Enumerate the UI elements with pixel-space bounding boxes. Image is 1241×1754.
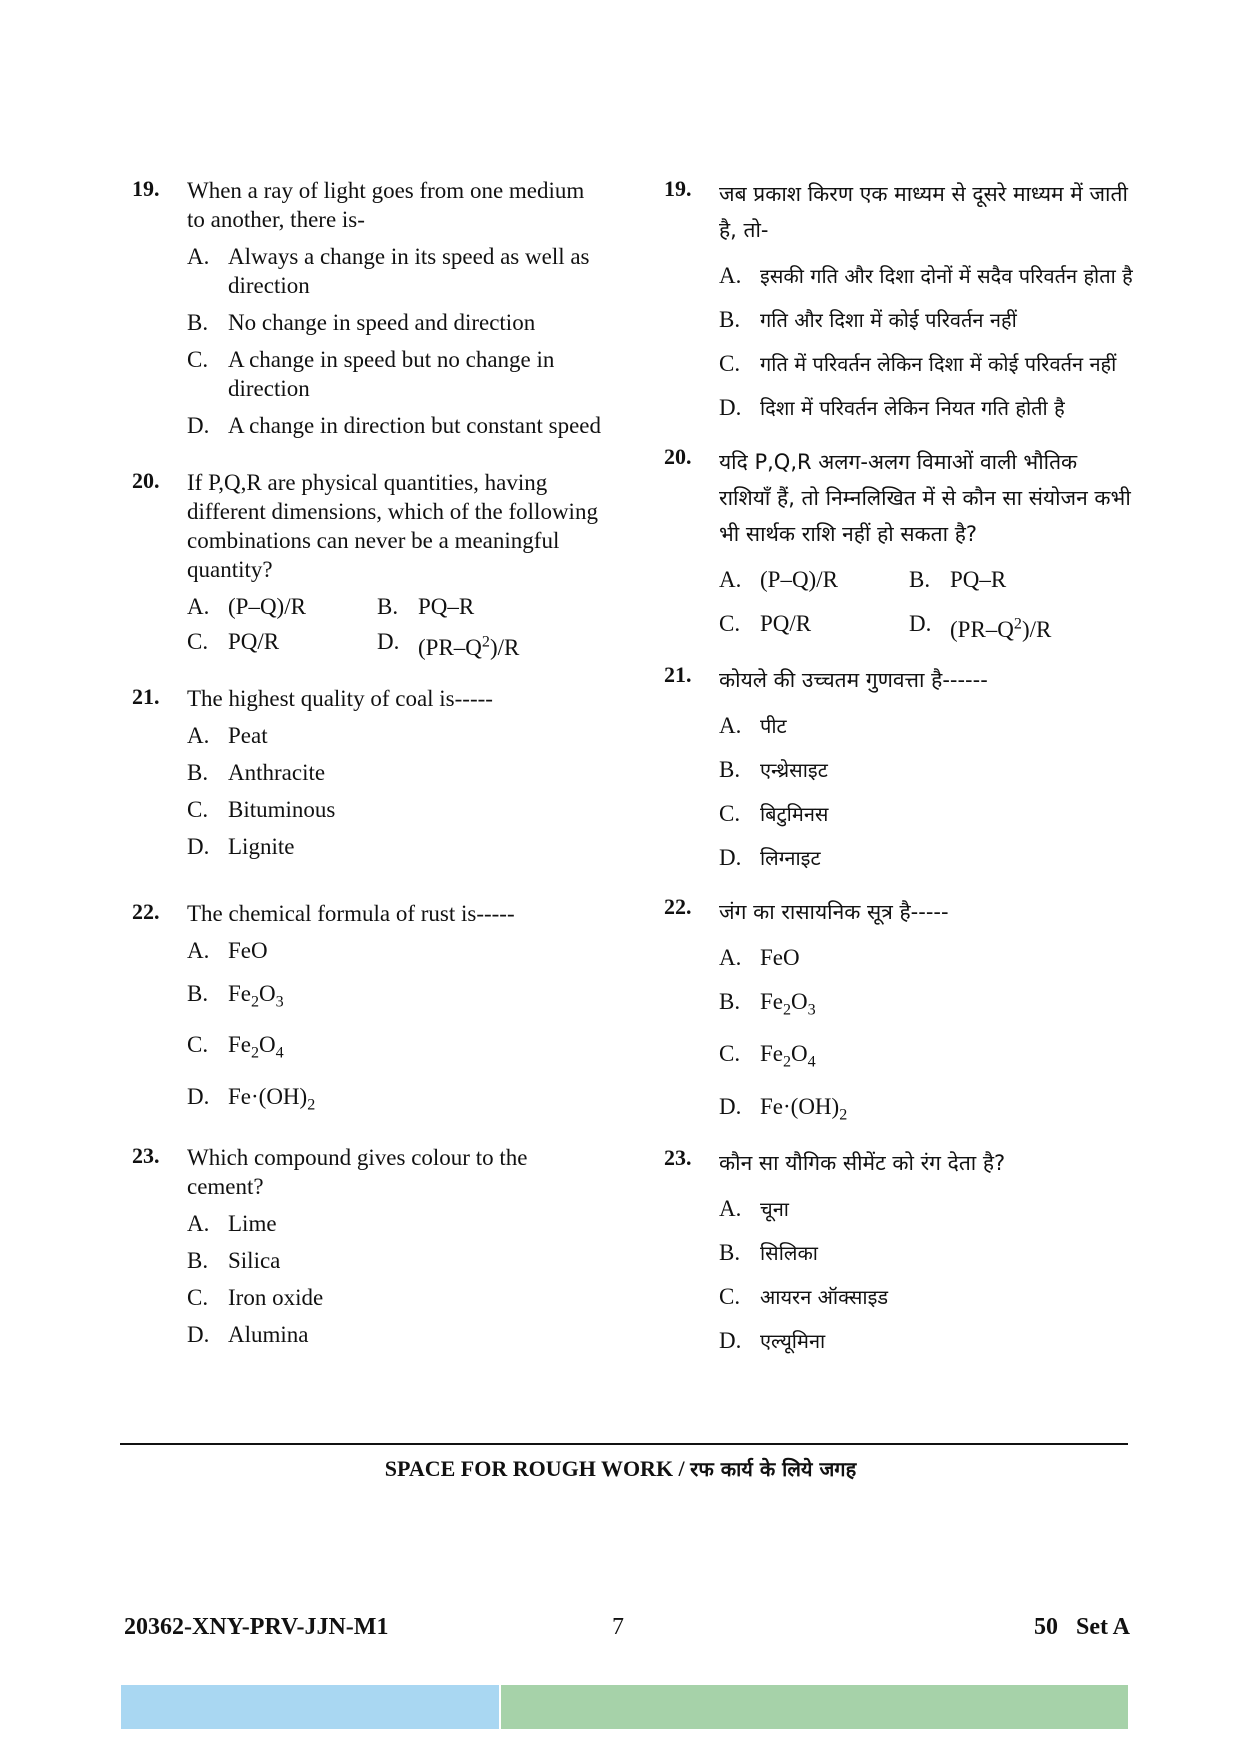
formula-sub: 2	[307, 1096, 316, 1114]
formula-part: O	[791, 1041, 808, 1067]
divider-rule	[120, 1443, 1128, 1445]
question-number: 22.	[132, 898, 160, 924]
formula-part: Fe	[760, 988, 783, 1014]
option-label: B.	[719, 988, 741, 1014]
option-label: A.	[719, 712, 742, 738]
option-label: A.	[187, 244, 210, 269]
question-19-hi	[664, 176, 1134, 426]
question-stem: The highest quality of coal is-----	[187, 685, 493, 711]
formula-part: O	[259, 980, 276, 1006]
option-text: Bituminous	[228, 796, 336, 822]
formula-sub: 2	[839, 1106, 848, 1124]
option-c	[719, 796, 1134, 832]
option-label: C.	[719, 800, 741, 826]
english-column	[132, 176, 602, 1357]
option-d	[719, 1089, 1134, 1134]
formula-sub: 2	[251, 993, 260, 1011]
option-a	[719, 562, 909, 598]
option-label: A.	[187, 594, 210, 619]
option-label: C.	[187, 347, 209, 372]
option-label: B.	[187, 1248, 209, 1274]
question-stem: कोयले की उच्चतम गुणवत्ता है------	[719, 667, 988, 692]
option-label: C.	[719, 351, 741, 376]
option-d	[719, 390, 1134, 426]
option-text: Always a change in its speed as well as direction	[228, 244, 590, 298]
option-formula	[228, 980, 284, 1011]
formula-sub: 3	[275, 993, 284, 1011]
option-label: C.	[187, 1032, 209, 1058]
option-a	[187, 1209, 602, 1238]
option-label: C.	[719, 611, 741, 636]
option-text: लिग्नाइट	[760, 845, 821, 870]
question-21-en	[132, 684, 602, 861]
option-a	[719, 258, 1134, 294]
formula-part: Fe·(OH)	[760, 1093, 840, 1119]
formula-part: Fe·(OH)	[228, 1083, 308, 1109]
option-b	[187, 1246, 602, 1275]
paper-code: 20362-XNY-PRV-JJN-M1	[124, 1614, 389, 1640]
option-label: D.	[187, 1083, 210, 1109]
formula-sub: 2	[783, 1053, 792, 1071]
option-text: PQ–R	[950, 567, 1007, 592]
option-text: No change in speed and direction	[228, 310, 536, 335]
formula-sub: 4	[275, 1044, 284, 1062]
option-d	[187, 832, 602, 861]
question-stem: If P,Q,R are physical quantities, having different dimensions, which of the following combinations can never be a meaningful quantity?	[187, 470, 598, 582]
option-d	[719, 1323, 1134, 1359]
option-text: A change in direction but constant speed	[228, 413, 602, 438]
option-text: गति में परिवर्तन लेकिन दिशा में कोई परिवर्तन नहीं	[760, 352, 1117, 376]
option-c	[719, 1279, 1134, 1315]
option-text: PQ/R	[228, 629, 280, 654]
question-20-hi	[664, 444, 1134, 656]
option-text: A change in speed but no change in direction	[228, 347, 555, 401]
option-text: FeO	[228, 937, 268, 963]
option-c	[187, 795, 602, 824]
option-formula	[760, 988, 816, 1019]
question-20-en	[132, 468, 602, 668]
option-text: Lignite	[228, 833, 295, 859]
option-text: बिटुमिनस	[760, 801, 829, 826]
question-21-hi	[664, 662, 1134, 876]
option-label: D.	[719, 1093, 742, 1119]
question-number: 23.	[132, 1143, 160, 1169]
question-23-en	[132, 1143, 602, 1349]
option-text: FeO	[760, 944, 800, 970]
option-text: PQ–R	[418, 594, 475, 619]
formula-part: Fe	[760, 1041, 783, 1067]
option-a	[187, 721, 602, 750]
option-c	[187, 1030, 602, 1068]
option-label: A.	[719, 1196, 742, 1222]
option-text: Peat	[228, 722, 268, 748]
option-b	[187, 308, 602, 337]
option-d	[377, 627, 577, 662]
option-text: (P–Q)/R	[760, 567, 838, 592]
question-number: 20.	[664, 444, 692, 469]
option-formula	[950, 617, 1051, 642]
option-d	[719, 840, 1134, 876]
question-number: 20.	[132, 468, 160, 493]
option-label: A.	[719, 944, 742, 970]
option-label: B.	[187, 980, 209, 1006]
option-text: आयरन ऑक्साइड	[760, 1285, 889, 1310]
option-d	[909, 606, 1109, 648]
option-a	[187, 936, 602, 965]
formula-sup: 2	[1013, 615, 1022, 632]
footer-band-blue	[121, 1685, 499, 1729]
formula-part: Fe	[228, 1032, 251, 1058]
option-text: (P–Q)/R	[228, 594, 306, 619]
option-label: D.	[719, 1328, 742, 1354]
question-stem: कौन सा यौगिक सीमेंट को रंग देता है?	[719, 1151, 1006, 1176]
option-a	[187, 242, 602, 300]
option-label: B.	[719, 1240, 741, 1266]
formula-sub: 3	[807, 1001, 816, 1019]
question-22-hi	[664, 894, 1134, 1134]
question-number: 19.	[132, 176, 160, 201]
option-text: Silica	[228, 1248, 281, 1274]
question-stem: यदि P,Q,R अलग-अलग विमाओं वाली भौतिक राशियाँ हैं, तो निम्नलिखित में से कौन सा संयोजन कभी भी सार्थक राशि नहीं हो सकता है?	[719, 450, 1131, 546]
formula-part: )/R	[489, 634, 520, 660]
option-label: A.	[719, 263, 742, 288]
option-label: D.	[187, 833, 210, 859]
option-text: चूना	[760, 1197, 789, 1222]
question-number: 21.	[132, 683, 160, 709]
option-formula	[760, 1093, 848, 1124]
option-a	[187, 592, 377, 621]
formula-part: (PR–Q	[418, 634, 482, 660]
option-text: PQ/R	[760, 611, 812, 636]
option-d	[187, 411, 602, 440]
option-b	[719, 984, 1134, 1029]
option-c	[187, 1283, 602, 1312]
rough-work-hi: रफ कार्य के लिये जगह	[690, 1457, 857, 1481]
formula-part: O	[259, 1032, 276, 1058]
option-label: A.	[187, 1211, 210, 1237]
options-grid	[719, 562, 1134, 656]
option-text: पीट	[760, 713, 787, 738]
rough-work-en: SPACE FOR ROUGH WORK /	[384, 1456, 691, 1481]
option-label: D.	[187, 413, 210, 438]
option-label: C.	[187, 796, 209, 822]
option-label: C.	[719, 1041, 741, 1067]
option-formula	[228, 1083, 316, 1114]
option-b	[377, 592, 577, 621]
options-grid	[187, 592, 602, 668]
question-stem: जब प्रकाश किरण एक माध्यम से दूसरे माध्यम में जाती है, तो-	[719, 182, 1128, 242]
option-a	[719, 940, 1134, 976]
question-stem: Which compound gives colour to the cement?	[187, 1145, 528, 1200]
option-c	[187, 345, 602, 403]
option-label: B.	[719, 307, 741, 332]
option-label: B.	[909, 567, 931, 592]
formula-part: (PR–Q	[950, 616, 1014, 642]
option-formula	[418, 635, 519, 660]
option-formula	[760, 1041, 816, 1071]
question-number: 21.	[664, 661, 692, 687]
option-label: C.	[187, 629, 209, 654]
option-label: D.	[719, 844, 742, 870]
option-label: D.	[719, 395, 742, 420]
option-c	[719, 346, 1134, 382]
formula-part: O	[791, 988, 808, 1014]
question-stem: The chemical formula of rust is-----	[187, 900, 515, 926]
option-c	[719, 1036, 1134, 1081]
option-d	[187, 1320, 602, 1349]
option-b	[719, 752, 1134, 788]
option-label: C.	[719, 1284, 741, 1310]
question-22-en	[132, 899, 602, 1120]
option-a	[719, 708, 1134, 744]
option-formula	[228, 1032, 284, 1062]
option-b	[187, 979, 602, 1017]
formula-part: Fe	[228, 980, 251, 1006]
formula-part: )/R	[1021, 616, 1052, 642]
option-b	[909, 562, 1109, 598]
option-c	[719, 606, 909, 648]
page-number: 7	[612, 1614, 624, 1640]
option-label: A.	[719, 567, 742, 592]
question-number: 19.	[664, 176, 692, 201]
option-label: B.	[187, 310, 209, 335]
option-a	[719, 1191, 1134, 1227]
option-label: A.	[187, 722, 210, 748]
option-label: D.	[909, 611, 932, 636]
option-text: Anthracite	[228, 759, 326, 785]
formula-sup: 2	[481, 633, 490, 650]
formula-sub: 2	[251, 1044, 260, 1062]
option-label: B.	[377, 594, 399, 619]
question-23-hi	[664, 1145, 1134, 1359]
option-label: C.	[187, 1285, 209, 1311]
option-label: D.	[187, 1322, 210, 1348]
question-number: 22.	[664, 893, 692, 919]
hindi-column	[664, 176, 1134, 1367]
option-c	[187, 627, 377, 662]
question-stem: जंग का रासायनिक सूत्र है-----	[719, 899, 949, 924]
option-text: दिशा में परिवर्तन लेकिन नियत गति होती है	[760, 396, 1065, 420]
option-text: गति और दिशा में कोई परिवर्तन नहीं	[760, 308, 1017, 332]
option-text: Iron oxide	[228, 1285, 324, 1311]
option-label: B.	[187, 759, 209, 785]
option-text: एल्यूमिना	[760, 1329, 826, 1354]
option-text: इसकी गति और दिशा दोनों में सदैव परिवर्तन होता है	[760, 264, 1133, 288]
formula-sub: 2	[783, 1001, 792, 1019]
option-text: सिलिका	[760, 1241, 818, 1266]
option-text: Alumina	[228, 1322, 309, 1348]
option-b	[719, 1235, 1134, 1271]
question-19-en	[132, 176, 602, 440]
option-b	[187, 758, 602, 787]
option-label: D.	[377, 629, 400, 654]
rough-work-heading	[0, 1455, 1241, 1482]
option-text: एन्थ्रेसाइट	[760, 757, 828, 782]
formula-sub: 4	[807, 1053, 816, 1071]
option-b	[719, 302, 1134, 338]
question-stem: When a ray of light goes from one medium to another, there is-	[187, 178, 585, 232]
option-label: B.	[719, 756, 741, 782]
option-label: A.	[187, 937, 210, 963]
option-text: Lime	[228, 1211, 277, 1237]
option-d	[187, 1082, 602, 1120]
footer-band-green	[501, 1685, 1128, 1729]
question-number: 23.	[664, 1145, 692, 1171]
set-label: 50 Set A	[1034, 1614, 1130, 1640]
